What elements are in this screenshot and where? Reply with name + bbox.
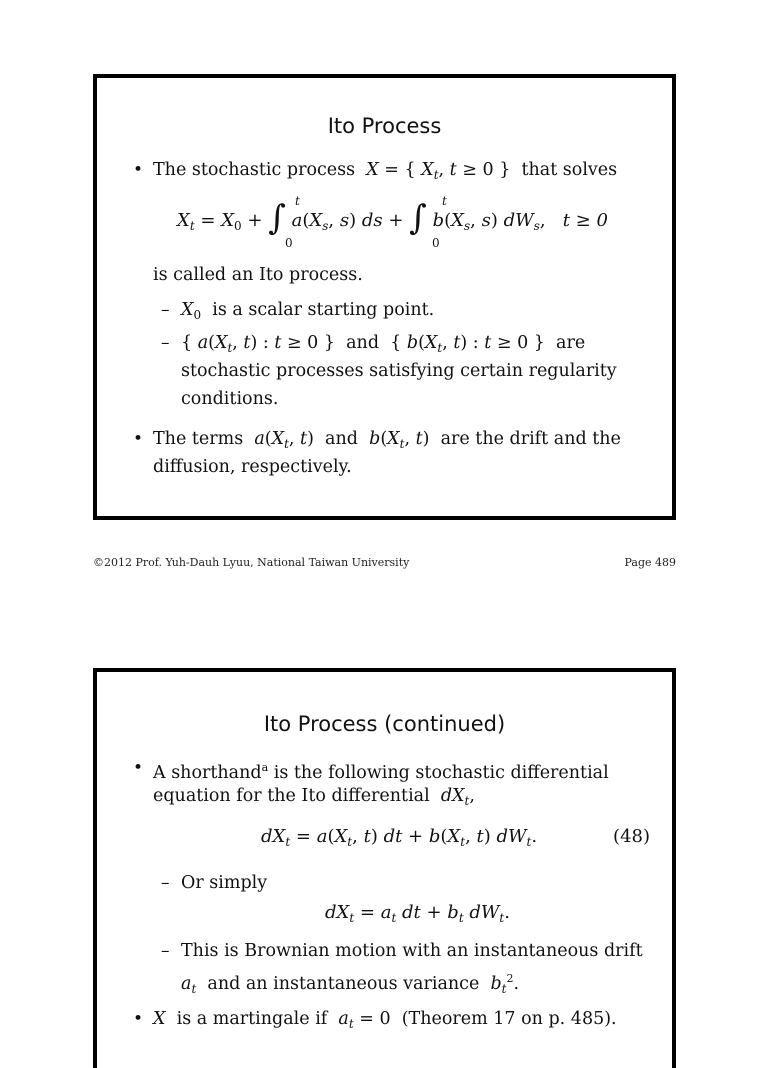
subitem-text: $a_t$ and an instantaneous variance $b_t^2$. [181,972,520,996]
bullet-text: The terms $a(X_t$, t) and $b(X_t$, t) are the drift and the [153,429,621,451]
subitem-text: { $a(X_t$, t) : t ≥ 0 } and { $b(X_t$, t) : t ≥ 0 } are [181,333,586,355]
bullet-text: The stochastic process X = { $X_t$, t ≥ 0 } that solves [153,160,618,182]
equation-number: (48) [613,826,650,847]
upper-limit: t [295,194,300,208]
dash-marker: – [161,941,170,961]
bullet: • [133,160,144,180]
slide-ito-process [93,74,676,520]
bullet-text: X is a martingale if $a_t = 0$ (Theorem 17 on p. 485). [153,1009,617,1031]
bullet-text: equation for the Ito differential $dX_t$, [153,786,475,808]
slide-title: Ito Process (continued) [263,712,506,736]
lower-limit: 0 [285,236,293,250]
subitem-text: $X_0$ is a scalar starting point. [181,300,435,322]
paragraph-text: is called an Ito process. [153,265,363,285]
subitem-text: stochastic processes satisfying certain regularity [181,361,617,381]
ito-integral-equation: $X_t = X_0$ + ∫ $a(X_s$, s) ds + ∫ $b(X_s$, s) $dW_s$, t ≥ 0 [177,198,608,238]
lower-limit: 0 [432,236,440,250]
short-sde-equation: $dX_t = a_t$ dt + $b_t$ $dW_t$. [325,902,510,925]
sde-equation: $dX_t = a(X_t$, t) dt + $b(X_t$, t) $dW_t$. [261,826,538,849]
upper-limit: t [442,194,447,208]
bullet: • [133,429,144,449]
dash-marker: – [161,300,170,320]
dash-marker: – [161,873,170,893]
bullet-text: diffusion, respectively. [153,457,352,477]
subitem-text: conditions. [181,389,279,409]
dash-marker: – [161,333,170,353]
footer-copyright: ©2012 Prof. Yuh-Dauh Lyuu, National Taiwan University [93,556,410,569]
slide-title: Ito Process [327,114,442,138]
bullet: • [133,1009,144,1029]
bullet-text: A shorthand$^a$ is the following stochastic differential [153,761,609,783]
bullet: • [133,758,144,778]
slide-ito-process-continued [93,668,676,1068]
subitem-text: Or simply [181,873,268,893]
footer-page-number: Page 489 [624,556,676,569]
subitem-text: This is Brownian motion with an instantaneous drift [181,941,643,961]
